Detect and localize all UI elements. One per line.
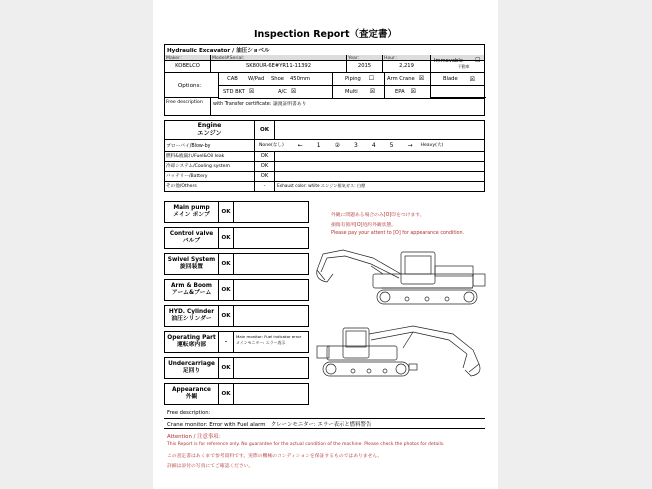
engine-row-status: OK: [254, 161, 274, 171]
component-status: OK: [219, 202, 234, 222]
arm-crane-checkbox: ☒: [418, 75, 425, 82]
component-status: -: [219, 332, 234, 352]
footer-free-label: Free description:: [167, 410, 211, 416]
attention-line1: This Report is for reference only. No guarantee for the actual condition of the machine. Please check the photos for details.: [167, 442, 445, 447]
ac-checkbox: ☒: [290, 88, 297, 95]
component-note: [234, 202, 308, 222]
component-status: OK: [219, 280, 234, 300]
component-note: [234, 384, 308, 404]
component-status: OK: [219, 358, 234, 378]
hour-label: Hour：: [382, 55, 430, 60]
blowby-scale: [254, 139, 484, 151]
option-blade: Blade ☒: [430, 72, 486, 98]
engine-status: OK: [254, 121, 274, 139]
piping-checkbox: ☐: [368, 75, 375, 82]
engine-label: Engine エンジン: [197, 122, 222, 137]
component-note: Main monitor: Fuel indicator error メインモニター: エラー表示: [236, 334, 302, 345]
component-status: OK: [219, 384, 234, 404]
free-description-label: Free description: [166, 100, 203, 105]
option-epa: EPA ☒: [384, 85, 430, 98]
engine-row-note: [274, 171, 484, 181]
blowby-none: None(なし): [259, 143, 284, 148]
footer-free-value: Crane monitor: Error with Fuel alarm クレーンモニター: エラー表示と燃料警告: [167, 422, 372, 428]
scale-4: 4: [371, 141, 376, 149]
scale-2-selected: ②: [334, 141, 341, 149]
engine-table: [164, 120, 485, 192]
free-description-value: with Transfer certificate: 譲渡証明書あり: [210, 98, 484, 115]
component-note: [234, 306, 308, 326]
component-note: [234, 358, 308, 378]
immovable-label-jp: 不動車: [458, 64, 470, 69]
option-shoe: Shoe: [271, 75, 284, 82]
report-sheet: [153, 0, 498, 489]
component-arm-boom: Arm & Boom アーム&ブーム OK: [164, 279, 309, 301]
maker-label: Maker：: [166, 55, 185, 60]
blowby-heavy: Heavy(大): [420, 143, 444, 148]
component-status: OK: [219, 254, 234, 274]
engine-row-label: 燃料&液漏れ/Fuel&Oil leak: [166, 154, 225, 159]
options-label: Options：: [177, 82, 206, 89]
option-ac: A/C ☒: [278, 88, 297, 95]
component-appearance: Appearance 外観 OK: [164, 383, 309, 405]
scale-1: 1: [316, 141, 321, 149]
machine-type: Hydraulic Excavator / 油圧ショベル: [167, 48, 270, 54]
machine-info-table: [164, 44, 485, 116]
option-std-bkt: STD BKT ☒: [218, 85, 262, 98]
epa-checkbox: ☒: [410, 88, 417, 95]
immovable-cell: [430, 55, 486, 72]
diagram-note-line3: Please pay your attent to [O] for appearance condition.: [331, 231, 465, 236]
component-operating-part: Operating Part 運転席内部 - Main monitor: Fuel indicator error メインモニター: エラー表示: [164, 331, 309, 353]
model-value: SK80UR-6E#YR11-11392: [210, 60, 346, 72]
component-note: [234, 228, 308, 248]
option-arm-crane: Arm Crane ☒: [384, 72, 430, 85]
engine-row-note: Exhaust color: white エンジン排気ガス: 白煙: [274, 181, 484, 191]
engine-row-status: OK: [254, 171, 274, 181]
multi-checkbox: ☒: [369, 88, 376, 95]
option-shoe-value: 450mm: [290, 75, 311, 82]
option-multi: Multi ☒: [332, 85, 384, 98]
maker-value: KOBELCO: [175, 63, 200, 69]
engine-row-status: OK: [254, 151, 274, 161]
component-main-pump: Main pump メイン ポンプ OK: [164, 201, 309, 223]
attention-line3: 詳細は添付の写真にてご確認ください。: [167, 464, 254, 469]
engine-row-label: バッテリー/Battery: [166, 174, 208, 179]
scale-3: 3: [354, 141, 358, 149]
component-hyd-cylinder: HYD. Cylinder 油圧シリンダー OK: [164, 305, 309, 327]
model-label: Model#Serial：: [210, 55, 346, 60]
component-status: OK: [219, 228, 234, 248]
immovable-checkbox: ☐: [475, 57, 481, 64]
component-status: OK: [219, 306, 234, 326]
engine-row-note: [274, 161, 484, 171]
excavator-rear-view-diagram: [313, 320, 488, 382]
component-control-valve: Control valve バルブ OK: [164, 227, 309, 249]
option-cab: CAB: [218, 72, 246, 85]
option-piping: Piping ☐: [332, 72, 384, 85]
std-bkt-checkbox: ☒: [248, 88, 255, 95]
engine-row-status: -: [254, 181, 274, 191]
engine-row-note: [274, 151, 484, 161]
engine-row-label: 冷却システム/Cooling system: [166, 164, 230, 169]
diagram-note-line1: 外観に問題ある場合のみ[O]印をつけます。: [331, 213, 425, 218]
blade-checkbox: ☒: [469, 76, 476, 83]
report-title: Inspection Report（査定書）: [253, 29, 398, 40]
scale-left-arrow: ←: [297, 141, 303, 149]
attention-line2: この査定書はあくまで参考資料です。実際の機械のコンディションを保証するものではありません。: [167, 454, 383, 459]
blowby-label: ブローバイ/Blow-by: [166, 143, 211, 149]
option-wpad: W/Pad: [248, 75, 265, 82]
component-note: [234, 280, 308, 300]
diagram-note-line2: 損傷有箇所[O]処約外観状態。: [331, 223, 397, 228]
component-undercarriage: Undercarriage 足回り OK: [164, 357, 309, 379]
scale-right-arrow: →: [407, 141, 413, 149]
component-note: [234, 254, 308, 274]
hour-value: 2,219: [382, 60, 430, 72]
immovable-label: Immovable: [434, 58, 463, 64]
component-swivel-system: Swivel System 旋回装置 OK: [164, 253, 309, 275]
scale-5: 5: [389, 141, 394, 149]
year-label: Year：: [346, 55, 382, 60]
excavator-side-view-diagram: [313, 244, 493, 310]
attention-label: Attention / 注意事項：: [167, 434, 225, 440]
engine-row-label: その他/Others: [166, 184, 197, 189]
year-value: 2015: [346, 60, 382, 72]
